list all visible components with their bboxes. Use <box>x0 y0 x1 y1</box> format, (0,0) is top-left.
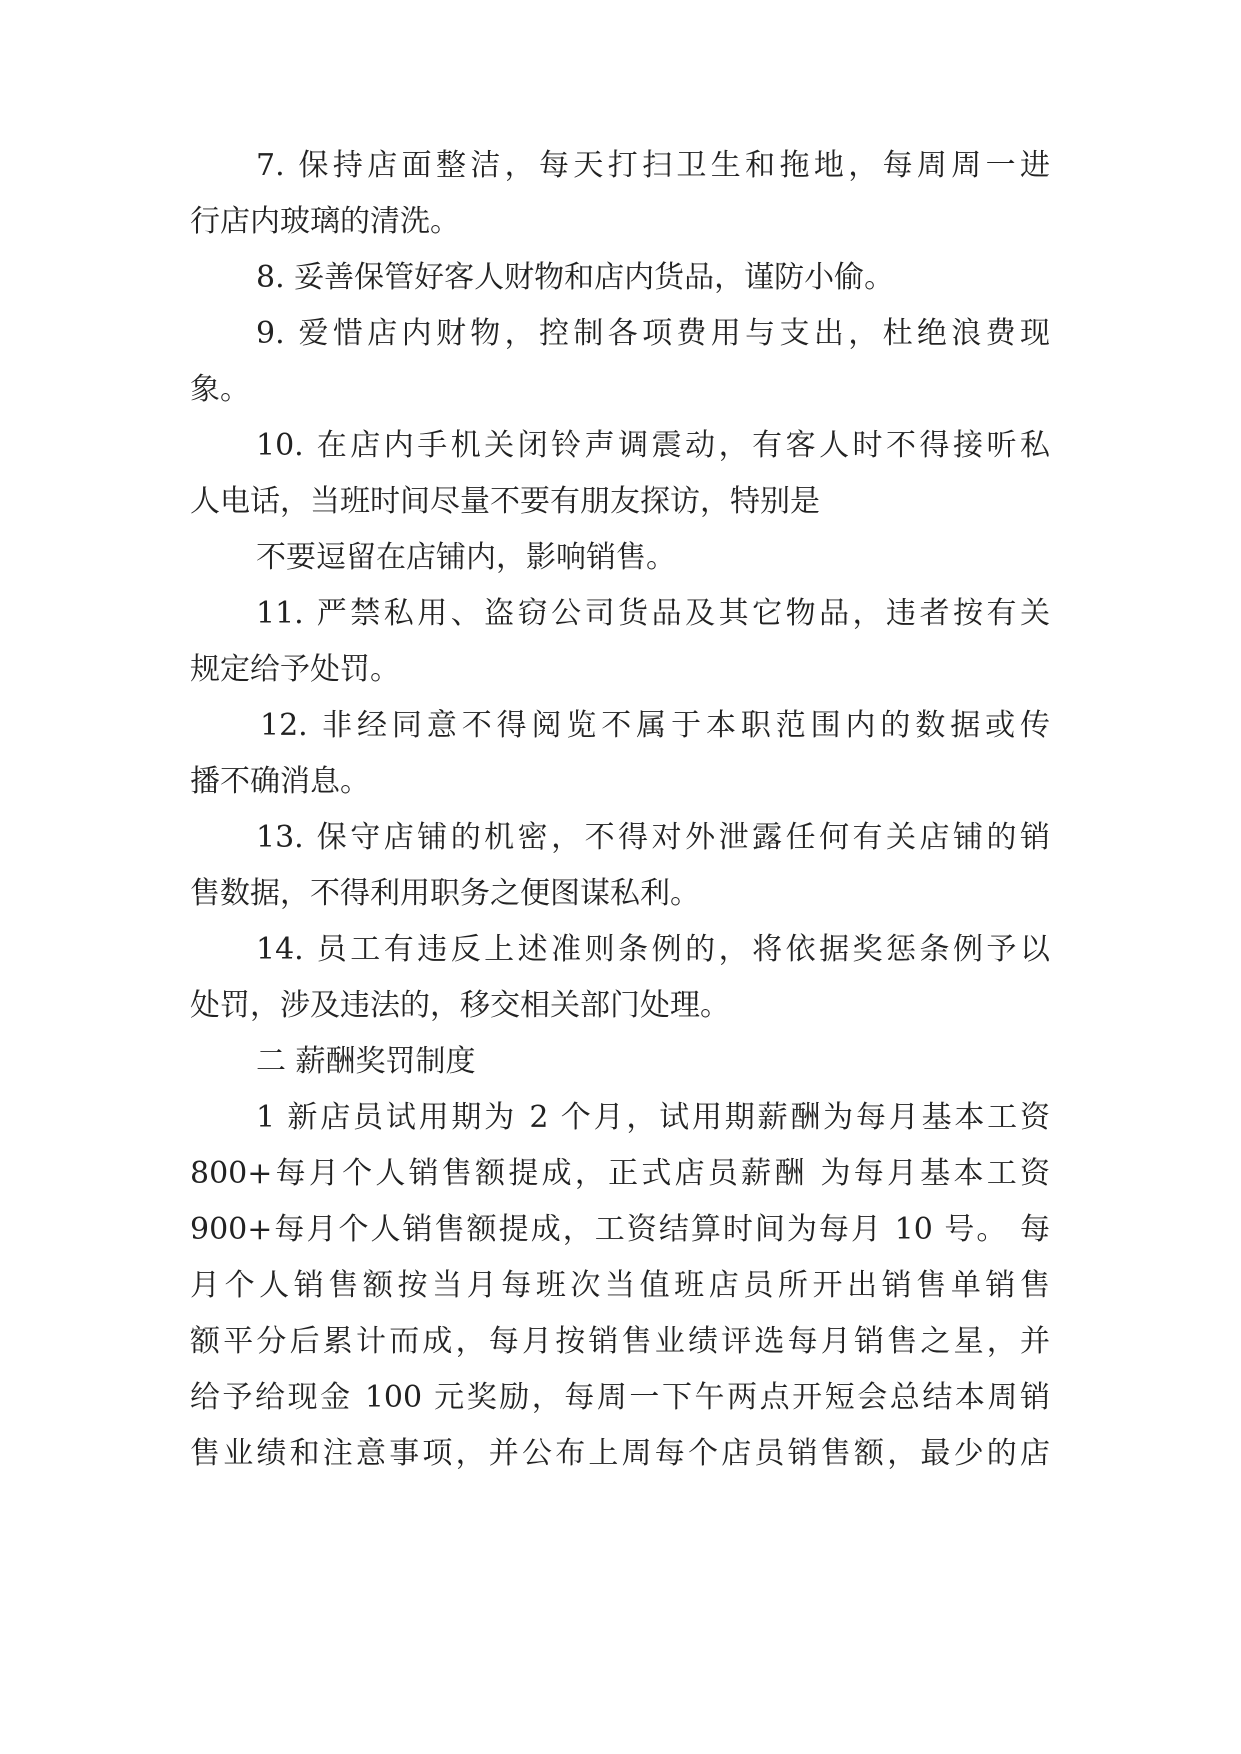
paragraph-line: 象。 <box>190 372 250 407</box>
paragraph-line: 额平分后累计而成，每月按销售业绩评选每月销售之星，并 <box>190 1324 1050 1359</box>
paragraph-line: 9. 爱惜店内财物，控制各项费用与支出，杜绝浪费现 <box>256 316 1050 351</box>
paragraph-line: 播不确消息。 <box>190 764 370 799</box>
section-heading: 二 薪酬奖罚制度 <box>256 1044 476 1079</box>
paragraph-line: 7. 保持店面整洁，每天打扫卫生和拖地，每周周一进 <box>256 148 1050 183</box>
paragraph-line: 售数据，不得利用职务之便图谋私利。 <box>190 876 700 911</box>
paragraph-line: 规定给予处罚。 <box>190 652 400 687</box>
paragraph-line: 900+每月个人销售额提成，工资结算时间为每月 10 号。 每 <box>190 1212 1050 1247</box>
paragraph-line: 10. 在店内手机关闭铃声调震动，有客人时不得接听私 <box>256 428 1050 463</box>
paragraph-line: 人电话，当班时间尽量不要有朋友探访，特别是 <box>190 484 820 519</box>
paragraph-line: 售业绩和注意事项，并公布上周每个店员销售额，最少的店 <box>190 1436 1050 1471</box>
paragraph-line: 14. 员工有违反上述准则条例的，将依据奖惩条例予以 <box>256 932 1050 967</box>
paragraph-line: 行店内玻璃的清洗。 <box>190 204 460 239</box>
paragraph-line: 8. 妥善保管好客人财物和店内货品，谨防小偷。 <box>256 260 895 295</box>
paragraph-line: 给予给现金 100 元奖励，每周一下午两点开短会总结本周销 <box>190 1380 1050 1415</box>
paragraph-line: 12. 非经同意不得阅览不属于本职范围内的数据或传 <box>260 708 1050 743</box>
paragraph-line: 不要逗留在店铺内，影响销售。 <box>256 540 676 575</box>
paragraph-line: 800+每月个人销售额提成，正式店员薪酬 为每月基本工资 <box>190 1156 1050 1191</box>
paragraph-line: 13. 保守店铺的机密，不得对外泄露任何有关店铺的销 <box>256 820 1050 855</box>
paragraph-line: 月个人销售额按当月每班次当值班店员所开出销售单销售 <box>190 1268 1050 1303</box>
paragraph-line: 1 新店员试用期为 2 个月，试用期薪酬为每月基本工资 <box>256 1100 1050 1135</box>
paragraph-line: 处罚，涉及违法的，移交相关部门处理。 <box>190 988 730 1023</box>
paragraph-line: 11. 严禁私用、盗窃公司货品及其它物品，违者按有关 <box>256 596 1050 631</box>
